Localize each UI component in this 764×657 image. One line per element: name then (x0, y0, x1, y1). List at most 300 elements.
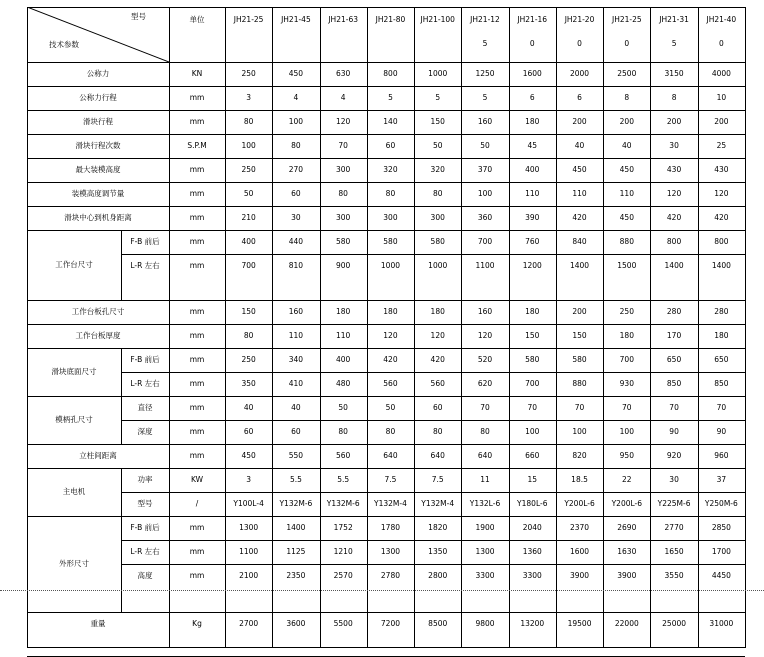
value-cell: 120 (383, 331, 398, 340)
value-cell: 400 (241, 237, 256, 246)
value-cell: 120 (714, 189, 729, 198)
value-cell: 280 (666, 307, 682, 316)
unit-cell: mm (189, 261, 205, 270)
value-cell: 1752 (333, 523, 353, 532)
value-cell: 2570 (333, 571, 353, 580)
value-cell: 140 (383, 117, 398, 126)
value-cell: 200 (572, 307, 587, 316)
value-cell: 80 (338, 427, 348, 436)
value-cell: 37 (716, 475, 727, 484)
value-cell: 50 (385, 403, 396, 412)
value-cell: 30 (669, 141, 679, 150)
value-cell: 25 (716, 141, 727, 150)
value-cell: 3550 (664, 571, 684, 580)
spec-table (27, 7, 745, 647)
value-cell: 250 (619, 307, 634, 316)
unit-cell: mm (189, 403, 205, 412)
value-cell: 1360 (522, 547, 542, 556)
value-cell: 40 (291, 403, 301, 412)
value-cell: 880 (572, 379, 587, 388)
sub-col-line (121, 230, 122, 254)
value-cell: 920 (666, 451, 682, 460)
value-cell: 60 (291, 427, 301, 436)
table-border-bottom (27, 647, 746, 648)
row-line (27, 348, 745, 349)
row-line (27, 182, 745, 183)
value-cell: 1100 (239, 547, 259, 556)
row-line (27, 134, 745, 135)
value-cell: 580 (525, 355, 540, 364)
value-cell: Y100L-4 (233, 499, 264, 508)
value-cell: 7200 (380, 619, 400, 628)
value-cell: 250 (241, 69, 256, 78)
value-cell: 5.5 (337, 475, 350, 484)
value-cell: 300 (336, 213, 351, 222)
row-line (27, 86, 745, 87)
value-cell: 2800 (428, 571, 448, 580)
value-cell: 2500 (617, 69, 637, 78)
value-cell: 50 (480, 141, 490, 150)
value-cell: 270 (288, 165, 304, 174)
value-cell: 410 (288, 379, 304, 388)
value-cell: 4 (340, 93, 346, 102)
model-name: JH21-80 (375, 15, 406, 24)
row-label: 最大装模高度 (75, 165, 121, 174)
sub-label: L-R 左右 (130, 379, 160, 388)
value-cell: 850 (714, 379, 729, 388)
value-cell: 1250 (475, 69, 495, 78)
value-cell: 650 (666, 355, 682, 364)
value-cell: 15 (527, 475, 538, 484)
value-cell: 80 (385, 427, 396, 436)
row-line (27, 230, 745, 231)
value-cell: 1200 (522, 261, 542, 270)
sub-col-line (121, 468, 122, 492)
row-line (27, 206, 745, 207)
sub-col-line (121, 540, 122, 564)
value-cell: 2780 (380, 571, 400, 580)
model-name: JH21-100 (420, 15, 455, 24)
value-cell: 1400 (569, 261, 590, 270)
value-cell: 3600 (286, 619, 306, 628)
model-col-line (414, 7, 415, 647)
value-cell: 3 (246, 475, 252, 484)
header-diagonal (27, 7, 169, 62)
value-cell: 120 (336, 117, 351, 126)
unit-cell: mm (189, 547, 205, 556)
value-cell: 1000 (428, 69, 448, 78)
model-name: JH21-25 (611, 15, 642, 24)
unit-cell: mm (189, 331, 205, 340)
value-cell: 580 (336, 237, 351, 246)
value-cell: 70 (338, 141, 348, 150)
value-cell: 2850 (711, 523, 731, 532)
unit-cell: mm (189, 307, 205, 316)
table-border-right (745, 7, 746, 647)
sub-label: 深度 (137, 427, 153, 436)
value-cell: 1650 (664, 547, 684, 556)
row-label: 公称力 (86, 69, 110, 78)
value-cell: 2040 (522, 523, 542, 532)
value-cell: 1600 (569, 547, 590, 556)
value-cell: 160 (288, 307, 304, 316)
value-cell: 3 (246, 93, 252, 102)
unit-col-left (169, 7, 170, 647)
value-cell: 580 (430, 237, 445, 246)
row-line (27, 468, 745, 469)
model-name: JH21-63 (328, 15, 358, 24)
row-label: 滑块行程 (83, 117, 113, 126)
model-col-line (698, 7, 699, 647)
model-col-left (225, 7, 226, 647)
value-cell: 5 (435, 93, 441, 102)
value-cell: 520 (477, 355, 493, 364)
value-cell: 110 (288, 331, 304, 340)
value-cell: 880 (619, 237, 634, 246)
value-cell: 8 (624, 93, 630, 102)
unit-cell: mm (189, 427, 205, 436)
value-cell: 560 (336, 451, 351, 460)
value-cell: 1100 (475, 261, 495, 270)
row-label: 工作台板孔尺寸 (71, 307, 125, 316)
value-cell: 7.5 (384, 475, 397, 484)
unit-cell: KW (190, 475, 204, 484)
value-cell: 800 (383, 69, 398, 78)
value-cell: 1350 (428, 547, 448, 556)
value-cell: 1400 (711, 261, 731, 270)
value-cell: 18.5 (571, 475, 588, 484)
row-line (121, 492, 745, 493)
group-label: 滑块底面尺寸 (51, 367, 97, 376)
header-bottom-line (27, 62, 745, 63)
value-cell: 80 (480, 427, 490, 436)
value-cell: 3300 (522, 571, 542, 580)
value-cell: 19500 (567, 619, 592, 628)
value-cell: 2350 (286, 571, 306, 580)
value-cell: 80 (432, 189, 443, 198)
value-cell: 45 (527, 141, 538, 150)
value-cell: 1000 (380, 261, 400, 270)
value-cell: 110 (619, 189, 634, 198)
value-cell: 420 (572, 213, 587, 222)
value-cell: Y132M-4 (421, 499, 455, 508)
value-cell: 70 (480, 403, 490, 412)
row-label: 公称力行程 (79, 93, 117, 102)
value-cell: 160 (477, 307, 493, 316)
unit-cell: mm (189, 237, 205, 246)
value-cell: 50 (432, 141, 443, 150)
value-cell: 150 (572, 331, 587, 340)
value-cell: 13200 (520, 619, 545, 628)
value-cell: 400 (525, 165, 540, 174)
value-cell: 7.5 (431, 475, 444, 484)
value-cell: 180 (525, 307, 540, 316)
sub-col-line (121, 372, 122, 396)
value-cell: 1400 (664, 261, 684, 270)
value-cell: 660 (525, 451, 540, 460)
value-cell: 80 (243, 331, 254, 340)
value-cell: 440 (288, 237, 304, 246)
value-cell: 70 (669, 403, 679, 412)
value-cell: 3300 (475, 571, 495, 580)
group-label: 模柄孔尺寸 (55, 415, 93, 424)
value-cell: 580 (383, 237, 398, 246)
value-cell: 1500 (617, 261, 637, 270)
value-cell: 700 (477, 237, 493, 246)
value-cell: 640 (383, 451, 398, 460)
value-cell: 110 (525, 189, 540, 198)
row-line (121, 254, 745, 255)
value-cell: 25000 (662, 619, 687, 628)
model-col-line (556, 7, 557, 647)
row-line (121, 564, 745, 565)
value-cell: 40 (622, 141, 632, 150)
value-cell: 100 (477, 189, 493, 198)
model-name: JH21-45 (281, 15, 311, 24)
row-line (27, 396, 745, 397)
group-label: 主电机 (62, 487, 86, 496)
value-cell: 80 (291, 141, 301, 150)
model-col-line (320, 7, 321, 647)
value-cell: 420 (666, 213, 682, 222)
value-cell: 180 (619, 331, 634, 340)
row-line (27, 612, 745, 613)
value-cell: 4000 (711, 69, 731, 78)
value-cell: 120 (477, 331, 493, 340)
value-cell: 560 (383, 379, 398, 388)
value-cell: 80 (432, 427, 443, 436)
value-cell: 1700 (711, 547, 731, 556)
value-cell: 350 (241, 379, 256, 388)
model-name: JH21-40 (706, 15, 737, 24)
sub-label: F-B 前后 (130, 355, 160, 364)
value-cell: 200 (714, 117, 729, 126)
sub-label: 直径 (137, 403, 153, 412)
value-cell: 70 (622, 403, 632, 412)
value-cell: 8 (671, 93, 677, 102)
value-cell: 390 (525, 213, 540, 222)
value-cell: 22000 (614, 619, 639, 628)
model-name-suffix: 0 (718, 39, 724, 48)
value-cell: 180 (430, 307, 445, 316)
group-label: 工作台尺寸 (55, 260, 93, 269)
value-cell: 2100 (239, 571, 259, 580)
value-cell: 320 (383, 165, 398, 174)
row-label: 立柱间距离 (79, 451, 117, 460)
page-break-line (0, 590, 764, 591)
value-cell: 100 (288, 117, 304, 126)
value-cell: 1900 (475, 523, 495, 532)
value-cell: 450 (572, 165, 587, 174)
value-cell: 6 (577, 93, 582, 102)
value-cell: 450 (241, 451, 256, 460)
value-cell: 3900 (569, 571, 590, 580)
unit-cell: Kg (192, 619, 202, 628)
sub-label: 高度 (137, 571, 153, 580)
value-cell: 30 (669, 475, 679, 484)
value-cell: 31000 (709, 619, 734, 628)
value-cell: 640 (430, 451, 445, 460)
sub-col-line (121, 492, 122, 516)
value-cell: 450 (619, 165, 634, 174)
value-cell: 1400 (286, 523, 306, 532)
value-cell: 620 (477, 379, 493, 388)
value-cell: 40 (574, 141, 585, 150)
value-cell: 50 (338, 403, 348, 412)
value-cell: 340 (288, 355, 304, 364)
value-cell: 300 (383, 213, 398, 222)
value-cell: 450 (288, 69, 304, 78)
unit-cell: mm (189, 189, 205, 198)
value-cell: 40 (243, 403, 254, 412)
value-cell: 900 (336, 261, 351, 270)
header-unit-label: 单位 (189, 15, 205, 24)
value-cell: 1820 (428, 523, 448, 532)
value-cell: 150 (430, 117, 445, 126)
value-cell: 60 (291, 189, 301, 198)
value-cell: 70 (574, 403, 585, 412)
unit-cell: mm (189, 523, 205, 532)
value-cell: 200 (572, 117, 587, 126)
value-cell: 150 (241, 307, 256, 316)
value-cell: Y132L-6 (469, 499, 501, 508)
value-cell: 250 (241, 355, 256, 364)
model-name: JH21-16 (517, 15, 548, 24)
sub-label: L-R 左右 (130, 261, 160, 270)
sub-col-line (121, 254, 122, 300)
value-cell: 5.5 (289, 475, 302, 484)
row-line (121, 372, 745, 373)
value-cell: 60 (432, 403, 443, 412)
value-cell: 800 (714, 237, 729, 246)
value-cell: 180 (383, 307, 398, 316)
value-cell: 170 (666, 331, 682, 340)
table-border-left (27, 7, 28, 647)
row-label: 装模高度调节量 (71, 189, 125, 198)
unit-cell: mm (189, 165, 205, 174)
value-cell: 5 (388, 93, 393, 102)
value-cell: 850 (666, 379, 682, 388)
value-cell: 250 (241, 165, 256, 174)
model-name-suffix: 0 (624, 39, 630, 48)
value-cell: 100 (241, 141, 256, 150)
value-cell: 430 (666, 165, 682, 174)
row-label: 滑块中心到机身距离 (64, 213, 132, 222)
row-line (27, 300, 745, 301)
value-cell: 950 (619, 451, 634, 460)
sub-col-line (121, 420, 122, 444)
value-cell: 700 (619, 355, 634, 364)
unit-cell: mm (189, 117, 205, 126)
value-cell: 1210 (333, 547, 353, 556)
sub-col-line (121, 396, 122, 420)
value-cell: 120 (430, 331, 445, 340)
value-cell: 630 (336, 69, 351, 78)
value-cell: 8500 (428, 619, 448, 628)
value-cell: 1600 (522, 69, 542, 78)
value-cell: 70 (527, 403, 538, 412)
value-cell: 420 (383, 355, 398, 364)
value-cell: 1780 (380, 523, 400, 532)
value-cell: Y132M-4 (374, 499, 407, 508)
unit-cell: KN (191, 69, 203, 78)
row-label: 滑块行程次数 (75, 141, 121, 150)
value-cell: 3900 (617, 571, 637, 580)
value-cell: 800 (666, 237, 682, 246)
value-cell: 1000 (428, 261, 448, 270)
value-cell: 100 (525, 427, 540, 436)
value-cell: Y180L-6 (517, 499, 548, 508)
value-cell: 360 (477, 213, 493, 222)
value-cell: 700 (525, 379, 540, 388)
unit-cell: mm (189, 213, 205, 222)
model-col-line (650, 7, 651, 647)
value-cell: 480 (336, 379, 351, 388)
value-cell: 2700 (239, 619, 259, 628)
model-name: JH21-25 (233, 15, 264, 24)
value-cell: 6 (529, 93, 535, 102)
model-name: JH21-20 (564, 15, 595, 24)
row-line (27, 158, 745, 159)
value-cell: 1300 (380, 547, 400, 556)
value-cell: Y250M-6 (704, 499, 738, 508)
value-cell: 2690 (617, 523, 637, 532)
value-cell: 30 (291, 213, 301, 222)
value-cell: 5 (482, 93, 488, 102)
sub-label: 功率 (137, 475, 153, 484)
row-line (27, 516, 745, 517)
value-cell: 1300 (239, 523, 259, 532)
sub-col-line (121, 348, 122, 372)
group-label: 外形尺寸 (59, 559, 89, 568)
value-cell: 450 (619, 213, 634, 222)
value-cell: 110 (336, 331, 351, 340)
value-cell: 200 (666, 117, 682, 126)
value-cell: 400 (336, 355, 351, 364)
value-cell: 700 (241, 261, 256, 270)
row-line (27, 324, 745, 325)
value-cell: 160 (477, 117, 493, 126)
model-name: JH21-12 (470, 15, 500, 24)
sub-label: L-R 左右 (130, 547, 160, 556)
unit-cell: mm (189, 355, 205, 364)
value-cell: 100 (572, 427, 587, 436)
sub-col-line (121, 564, 122, 612)
value-cell: 60 (385, 141, 396, 150)
value-cell: 70 (716, 403, 727, 412)
value-cell: 420 (430, 355, 445, 364)
value-cell: 3150 (664, 69, 684, 78)
row-label: 重量 (90, 619, 106, 628)
value-cell: 420 (714, 213, 729, 222)
model-name: JH21-31 (659, 15, 689, 24)
model-col-line (461, 7, 462, 647)
unit-cell: / (195, 499, 199, 508)
value-cell: 50 (243, 189, 254, 198)
unit-cell: mm (189, 379, 205, 388)
model-name-suffix: 5 (482, 39, 488, 48)
value-cell: 2000 (569, 69, 590, 78)
value-cell: 840 (572, 237, 587, 246)
value-cell: 1300 (475, 547, 495, 556)
value-cell: 760 (525, 237, 540, 246)
value-cell: Y200L-6 (564, 499, 595, 508)
value-cell: 80 (385, 189, 396, 198)
value-cell: 2370 (569, 523, 590, 532)
model-name-suffix: 0 (577, 39, 582, 48)
model-name-suffix: 5 (671, 39, 677, 48)
value-cell: Y132M-6 (326, 499, 360, 508)
